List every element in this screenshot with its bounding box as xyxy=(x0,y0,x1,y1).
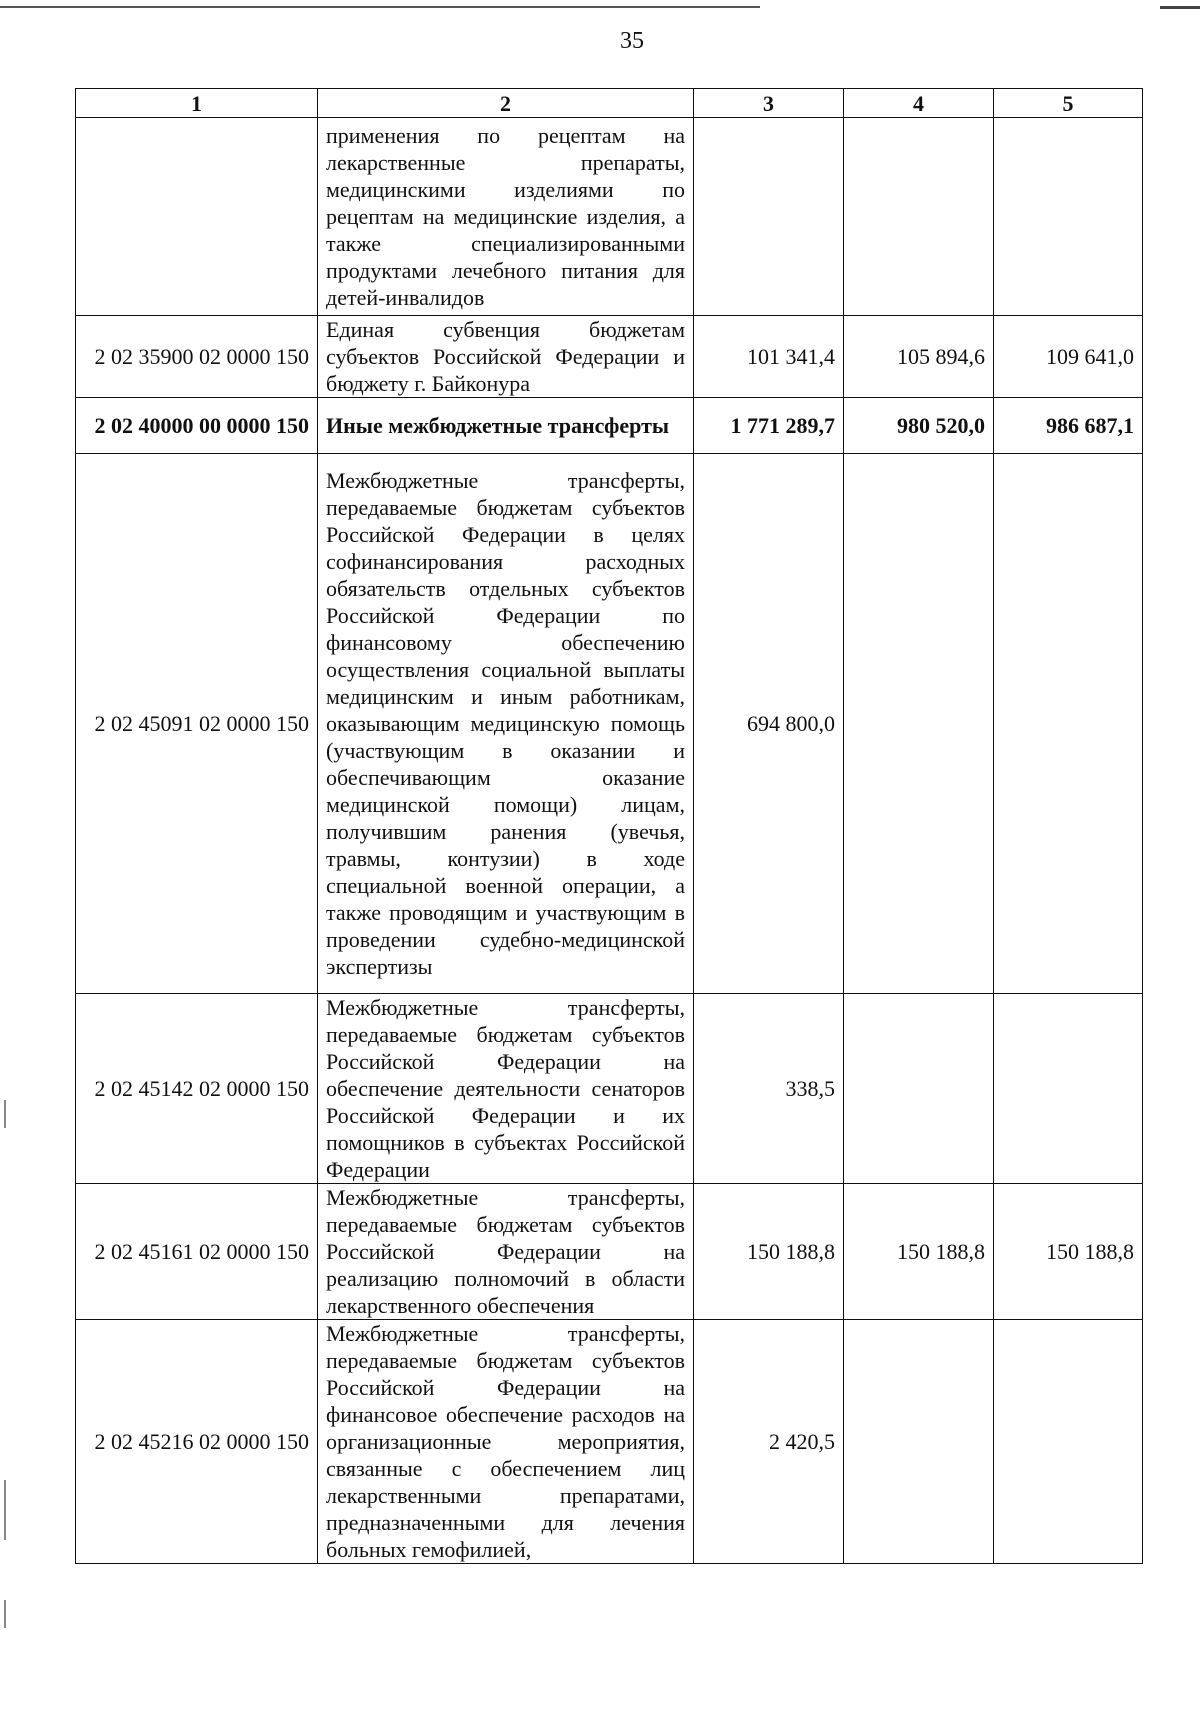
row-code: 2 02 45161 02 0000 150 xyxy=(76,1184,318,1320)
scan-margin-mark xyxy=(4,1600,6,1628)
row-value-col5 xyxy=(994,118,1143,316)
row-value-col5: 109 641,0 xyxy=(994,316,1143,398)
row-value-col4: 980 520,0 xyxy=(844,398,994,454)
row-code: 2 02 45142 02 0000 150 xyxy=(76,994,318,1184)
table-row xyxy=(76,994,1143,1184)
row-code: 2 02 45216 02 0000 150 xyxy=(76,1320,318,1564)
budget-table xyxy=(75,88,1143,1564)
row-value-col5 xyxy=(994,1320,1143,1564)
row-code: 2 02 40000 00 0000 150 xyxy=(76,398,318,454)
row-description: Межбюджетные трансферты, передаваемые бюджетам субъектов Российской Федерации на реализацию полномочий в области лекарственного обеспечения xyxy=(318,1184,694,1320)
row-value-col4: 105 894,6 xyxy=(844,316,994,398)
scan-margin-mark xyxy=(4,1480,6,1540)
row-value-col3: 694 800,0 xyxy=(694,454,844,994)
row-description: Единая субвенция бюджетам субъектов Российской Федерации и бюджету г. Байконура xyxy=(318,316,694,398)
row-value-col5: 986 687,1 xyxy=(994,398,1143,454)
table-row xyxy=(76,454,1143,994)
row-value-col4 xyxy=(844,1320,994,1564)
row-value-col3: 150 188,8 xyxy=(694,1184,844,1320)
row-value-col3: 101 341,4 xyxy=(694,316,844,398)
row-description: Межбюджетные трансферты, передаваемые бюджетам субъектов Российской Федерации на обеспечение деятельности сенаторов Российской Федерации и их помощников в субъектах Российской Федерации xyxy=(318,994,694,1184)
table-row xyxy=(76,1184,1143,1320)
top-scan-rule-right xyxy=(1160,6,1200,9)
header-col-4: 4 xyxy=(844,89,994,118)
row-value-col4: 150 188,8 xyxy=(844,1184,994,1320)
row-code: 2 02 45091 02 0000 150 xyxy=(76,454,318,994)
row-value-col4 xyxy=(844,118,994,316)
row-description: Иные межбюджетные трансферты xyxy=(318,398,694,454)
table-row-total xyxy=(76,398,1143,454)
header-col-2: 2 xyxy=(318,89,694,118)
header-col-3: 3 xyxy=(694,89,844,118)
page-number: 35 xyxy=(620,28,644,54)
row-value-col5 xyxy=(994,994,1143,1184)
row-value-col3: 1 771 289,7 xyxy=(694,398,844,454)
table-row xyxy=(76,118,1143,316)
row-value-col5: 150 188,8 xyxy=(994,1184,1143,1320)
row-code xyxy=(76,118,318,316)
row-code: 2 02 35900 02 0000 150 xyxy=(76,316,318,398)
row-value-col4 xyxy=(844,994,994,1184)
header-row xyxy=(76,89,1143,118)
row-description: применения по рецептам на лекарственные препараты, медицинскими изделиями по рецептам на медицинские изделия, а также специализированными продуктами лечебного питания для детей-инвалидов xyxy=(318,118,694,316)
scan-margin-mark xyxy=(4,1100,6,1128)
row-value-col4 xyxy=(844,454,994,994)
row-value-col3: 2 420,5 xyxy=(694,1320,844,1564)
table-row xyxy=(76,1320,1143,1564)
header-col-1: 1 xyxy=(76,89,318,118)
row-value-col3 xyxy=(694,118,844,316)
row-value-col3: 338,5 xyxy=(694,994,844,1184)
row-description: Межбюджетные трансферты, передаваемые бюджетам субъектов Российской Федерации на финансовое обеспечение расходов на организационные мероприятия, связанные с обеспечением лиц лекарственными препаратами, предназначенными для лечения больных гемофилией, xyxy=(318,1320,694,1564)
top-scan-rule xyxy=(0,6,760,8)
row-description: Межбюджетные трансферты, передаваемые бюджетам субъектов Российской Федерации в целях софинансирования расходных обязательств отдельных субъектов Российской Федерации по финансовому обеспечению осуществления социальной выплаты медицинским и иным работникам, оказывающим медицинскую помощь (участвующим в оказании и обеспечивающим оказание медицинской помощи) лицам, получившим ранения (увечья, травмы, контузии) в ходе специальной военной операции, а также проводящим и участвующим в проведении судебно-медицинской экспертизы xyxy=(318,454,694,994)
table-row xyxy=(76,316,1143,398)
row-value-col5 xyxy=(994,454,1143,994)
header-col-5: 5 xyxy=(994,89,1143,118)
